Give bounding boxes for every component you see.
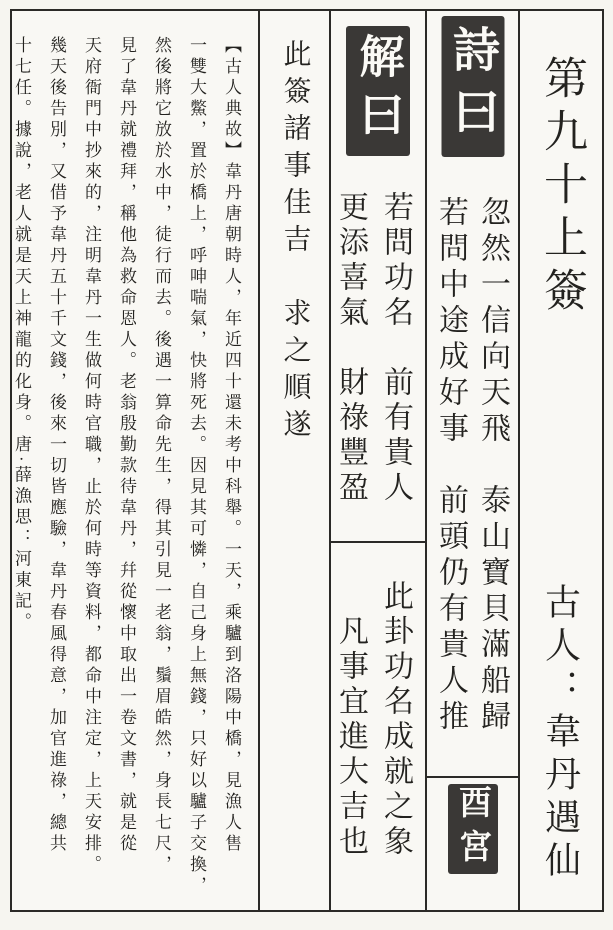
summary-line: 此卦功名成就之象 <box>379 580 412 860</box>
story-column: 一雙大鱉，置於橋上，呼呻喘氣，快將死去。因見其可憐，自己身上無錢，只好以驢子交換， <box>187 36 206 897</box>
interpretation-summary <box>328 576 418 860</box>
poem-header-box <box>441 16 504 157</box>
story-column: 幾天後告別，又借予韋丹五十千文錢，後來一切皆應驗，韋丹春風得意，加官進祿，總共 <box>47 36 66 855</box>
interpretation-header-label: 解曰 <box>352 33 403 149</box>
sign-number-title: 第九十上簽 <box>537 55 586 320</box>
story-column: 天府衙門中抄來的，注明韋丹一生做何時官職，止於何時等資料，都命中注定，上天安排。 <box>82 36 101 876</box>
poem-line: 若問中途成好事 前頭仍有貴人推 <box>434 196 467 736</box>
interpretation-line: 更添喜氣 財祿豐盈 <box>334 191 367 506</box>
story-section <box>12 11 258 910</box>
verdict-line: 此簽諸事佳吉 求之順遂 <box>279 39 311 446</box>
poem-section <box>425 11 518 910</box>
poem-line: 忽然一信向天飛 泰山寶貝滿船歸 <box>476 196 509 736</box>
story-column: 【古人典故】韋丹唐朝時人，年近四十還未考中科舉。一天，乘驢到洛陽中橋，見漁人售 <box>222 36 241 855</box>
story-column: 十七任。據說，老人就是天上神龍的化身。唐·薛漁思：河東記。 <box>12 36 31 634</box>
poem-lines <box>429 196 513 736</box>
story-text <box>4 36 249 898</box>
summary-line: 凡事宜進大吉也 <box>334 615 367 860</box>
story-column: 然後將它放於水中，徒行而去。後遇一算命先生，得其引見一老翁，鬚眉皓然，身長七尺， <box>152 36 171 876</box>
interpretation-header-box <box>346 26 410 156</box>
ancient-person-label: 古人：韋丹遇仙 <box>540 583 581 884</box>
fortune-slip-frame <box>10 9 604 912</box>
interpretation-lines <box>328 191 418 506</box>
interpretation-line: 若問功名 前有貴人 <box>379 191 412 506</box>
verdict-section <box>258 11 329 910</box>
poem-header-label: 詩曰 <box>446 24 498 149</box>
story-column: 見了韋丹就禮拜，稱他為救命恩人。老翁殷勤款待韋丹，幷從懷中取出一卷文書，就是從 <box>117 36 136 855</box>
palace-label: 酉宮 <box>454 785 490 873</box>
interpretation-divider <box>331 541 425 543</box>
title-section <box>518 11 602 910</box>
palace-divider <box>427 776 518 778</box>
interpretation-section <box>329 11 425 910</box>
palace-badge <box>448 784 498 874</box>
